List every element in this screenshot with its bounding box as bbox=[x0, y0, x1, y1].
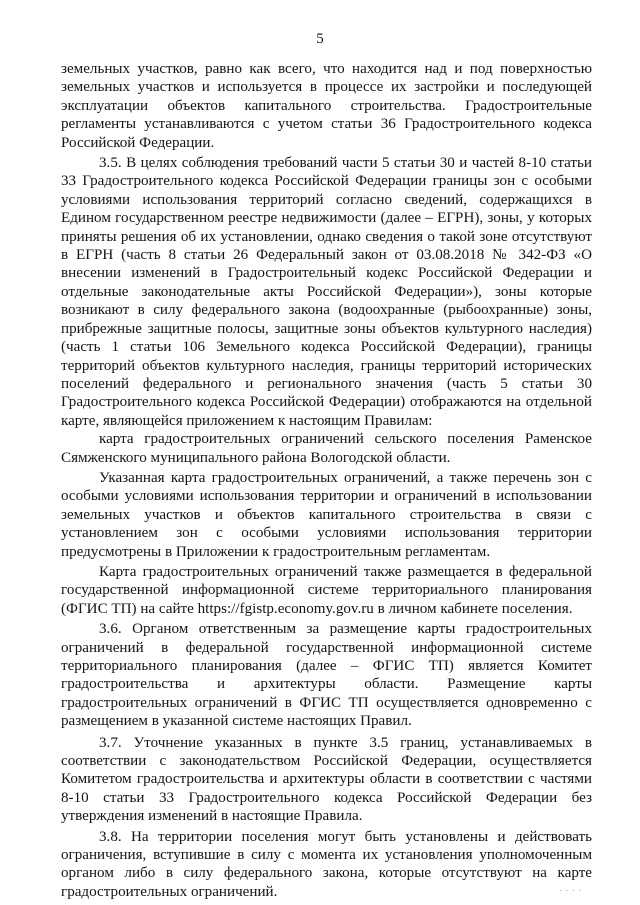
paragraph-fgis-placement: Карта градостроительных ограничений также размещается в федеральной государственной информационной системе территориального планирования (ФГИС ТП) на сайте https://fgistp.economy.gov.ru в личном кабинете поселения. bbox=[61, 563, 592, 617]
paragraph-map-reference: карта градостроительных ограничений сельского поселения Раменское Сямженского муниципального района Вологодской области. bbox=[61, 431, 592, 466]
page-number: 5 bbox=[316, 31, 324, 47]
paragraph-3-6: 3.6. Органом ответственным за размещение карты градостроительных ограничений в федеральной государственной информационной системе территориального планирования (далее – ФГИС ТП) является Комитет градостроительства и архитектуры области. Размещение карты градостроительных ограничений в ФГИС ТП осуществляется одновременно с размещением в указанной системе настоящих Правил. bbox=[61, 621, 592, 730]
paragraph-continuation: земельных участков, равно как всего, что находится над и под поверхностью земельных участков и используется в процессе их застройки и последующей эксплуатации объектов капитального строительства. Градостроительные регламенты устанавливаются с учетом статьи 36 Градостроительного кодекса Российской Федерации. bbox=[61, 61, 592, 151]
paragraph-map-contents: Указанная карта градостроительных ограничений, а также перечень зон с особыми условиями использования территории и ограничений в использовании земельных участков и объектов капитального строительства в связи с установлением зон с особыми условиями использования территории предусмотрены в Приложении к градостроительным регламентам. bbox=[61, 469, 592, 560]
paragraph-3-8: 3.8. На территории поселения могут быть установлены и действовать ограничения, вступившие в силу с момента их установления уполномоченным органом либо в силу федерального закона, которые отсутствуют на карте градостроительных ограничений. bbox=[61, 828, 592, 900]
document-body bbox=[61, 60, 592, 901]
scan-artifact-mark: . . . . bbox=[559, 883, 582, 893]
paragraph-3-5: 3.5. В целях соблюдения требований части 5 статьи 30 и частей 8-10 статьи 33 Градостроительного кодекса Российской Федерации границы зон с особыми условиями использования территорий согласно сведений, содержащихся в Едином государственном реестре недвижимости (далее – ЕГРН), зоны, у которых приняты решения об их установлении, однако сведения о такой зоне отсутствуют в ЕГРН (часть 8 статьи 26 Федеральный закон от 03.08.2018 № 342-ФЗ «О внесении изменений в Градостроительный кодекс Российской Федерации и отдельные законодательные акты Российской Федерации»), зоны которые возникают в силу федерального закона (водоохранные (рыбоохранные) зоны, прибрежные защитные полосы, защитные зоны объектов культурного наследия) (часть 1 статьи 106 Земельного кодекса Российской Федерации), границы территорий объектов культурного наследия, границы территорий исторических поселений федерального и регионального значения (часть 5 статьи 30 Градостроительного кодекса Российской Федерации) отображаются на отдельной карте, являющейся приложением к настоящим Правилам: bbox=[61, 155, 592, 429]
paragraph-3-7: 3.7. Уточнение указанных в пункте 3.5 границ, устанавливаемых в соответствии с законодательством Российской Федерации, осуществляется Комитетом градостроительства и архитектуры области в соответствии с частями 8-10 статьи 33 Градостроительного кодекса Российской Федерации без утверждения изменений в настоящие Правила. bbox=[61, 734, 592, 825]
